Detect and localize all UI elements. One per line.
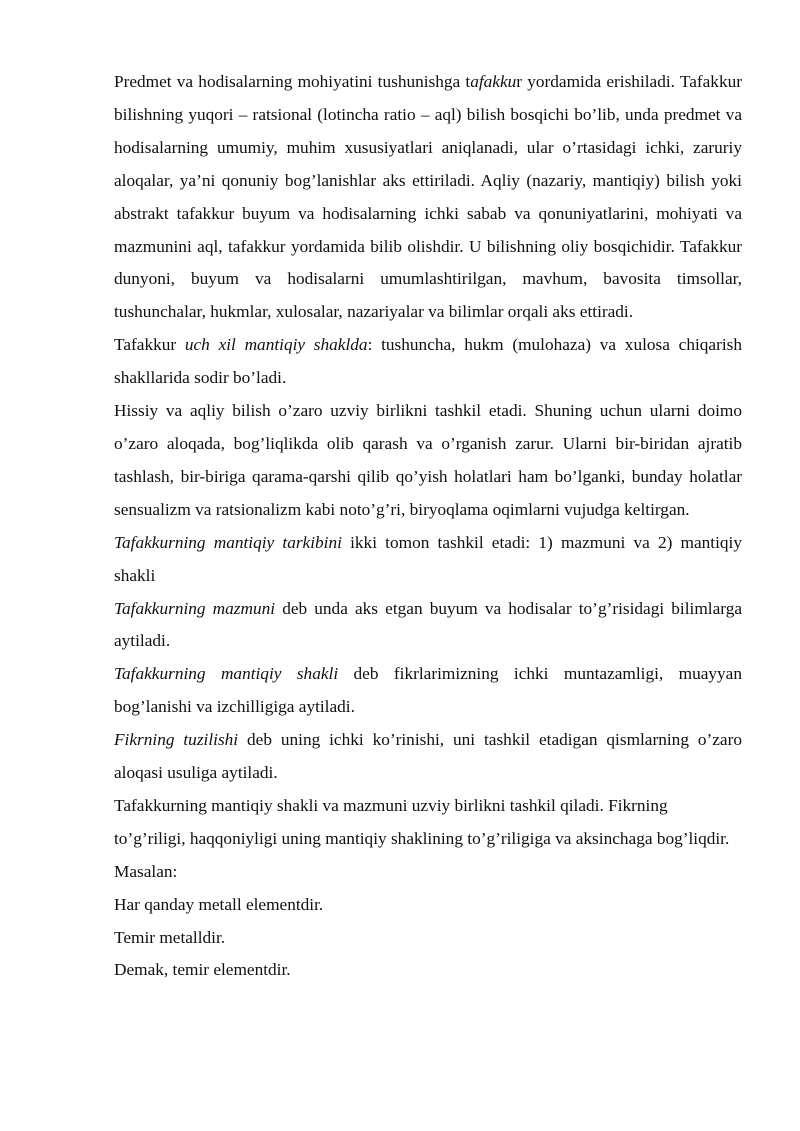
italic-term: Tafakkurning mantiqiy shakli	[114, 664, 339, 684]
italic-term: Tafakkurning mazmuni	[114, 598, 276, 618]
text-run: deb uning ichki ko’rinishi, uni tashkil etadigan qismlarning o’zaro aloqasi usuliga aytiladi.	[114, 730, 742, 783]
paragraph-content-definition	[114, 593, 742, 659]
text-run: Tafakkur	[114, 335, 185, 355]
text-run: Demak, temir elementdir.	[114, 960, 291, 980]
paragraph-form-definition	[114, 658, 742, 724]
text-run: deb fikrlarimizning ichki muntazamligi, muayyan bog’lanishi va izchilligiga aytiladi.	[114, 664, 742, 717]
text-run: deb unda aks etgan buyum va hodisalar to’g’risidagi bilimlarga aytiladi.	[114, 598, 743, 651]
text-run: Har qanday metall elementdir.	[114, 894, 324, 914]
paragraph-thought-structure	[114, 724, 742, 790]
document-page	[114, 66, 742, 987]
example-line-conclusion	[114, 954, 742, 987]
text-run: : tushuncha, hukm (mulohaza) va xulosa chiqarish shakllarida sodir bo’ladi.	[114, 335, 743, 388]
text-run: r yordamida erishiladi. Tafakkur bilishning yuqori – ratsional (lotincha ratio – aql) bilish bosqichi bo’lib, unda predmet va hodisalarning umumiy, muhim xususiyatlari aniqlanadi, ular o’rtasidagi ichki, zaruriy aloqalar, ya’ni qonuniy bog’lanishlar aks ettiriladi. Aqliy (nazariy, mantiqiy) bilish yoki abstrakt tafakkur buyum va hodisalarning ichki sabab va qonuniyatlarini, mohiyati va mazmunini aql, tafakkur yordamida bilib olishdir. U bilishning oliy bosqichidir. Tafakkur dunyoni, buyum va hodisalarni umumlashtirilgan, mavhum, bavosita timsollar, tushunchalar, hukmlar, xulosalar, nazariyalar va bilimlar orqali aks ettiradi.	[114, 72, 742, 322]
example-line-premise-2	[114, 922, 742, 955]
paragraph-logical-structure	[114, 527, 742, 593]
text-run: Tafakkurning mantiqiy shakli va mazmuni uzviy birlikni tashkil qiladi. Fikrning to’g’riligi, haqqoniyligi uning mantiqiy shaklining to’g’riligiga va aksinchaga bog’liqdir. Masalan:	[114, 795, 730, 881]
italic-term: uch xil mantiqiy shaklda	[184, 335, 368, 355]
text-run: ikki tomon tashkil etadi: 1) mazmuni va 2) mantiqiy shakli	[114, 532, 742, 585]
paragraph-sensory-rational	[114, 395, 742, 527]
italic-term: Fikrning tuzilishi	[114, 730, 239, 750]
paragraph-logical-forms	[114, 329, 742, 395]
paragraph-tafakkur-definition	[114, 66, 742, 329]
italic-term: afakku	[470, 72, 517, 91]
paragraph-form-content-unity	[114, 790, 742, 889]
text-run: Temir metalldir.	[114, 927, 226, 947]
text-run: Predmet va hodisalarning mohiyatini tushunishga t	[114, 72, 471, 91]
example-line-premise-1	[114, 889, 742, 922]
italic-term: Tafakkurning mantiqiy tarkibini	[114, 532, 342, 552]
text-run: Hissiy va aqliy bilish o’zaro uzviy birlikni tashkil etadi. Shuning uchun ularni doimo o’zaro aloqada, bog’liqlikda olib qarash va o’rganish zarur. Ularni bir-biridan ajratib tashlash, bir-biriga qarama-qarshi qilib qo’yish holatlari ham bo’lganki, bunday holatlar sensualizm va ratsionalizm kabi noto’g’ri, biryoqlama oqimlarni vujudga keltirgan.	[114, 401, 742, 519]
